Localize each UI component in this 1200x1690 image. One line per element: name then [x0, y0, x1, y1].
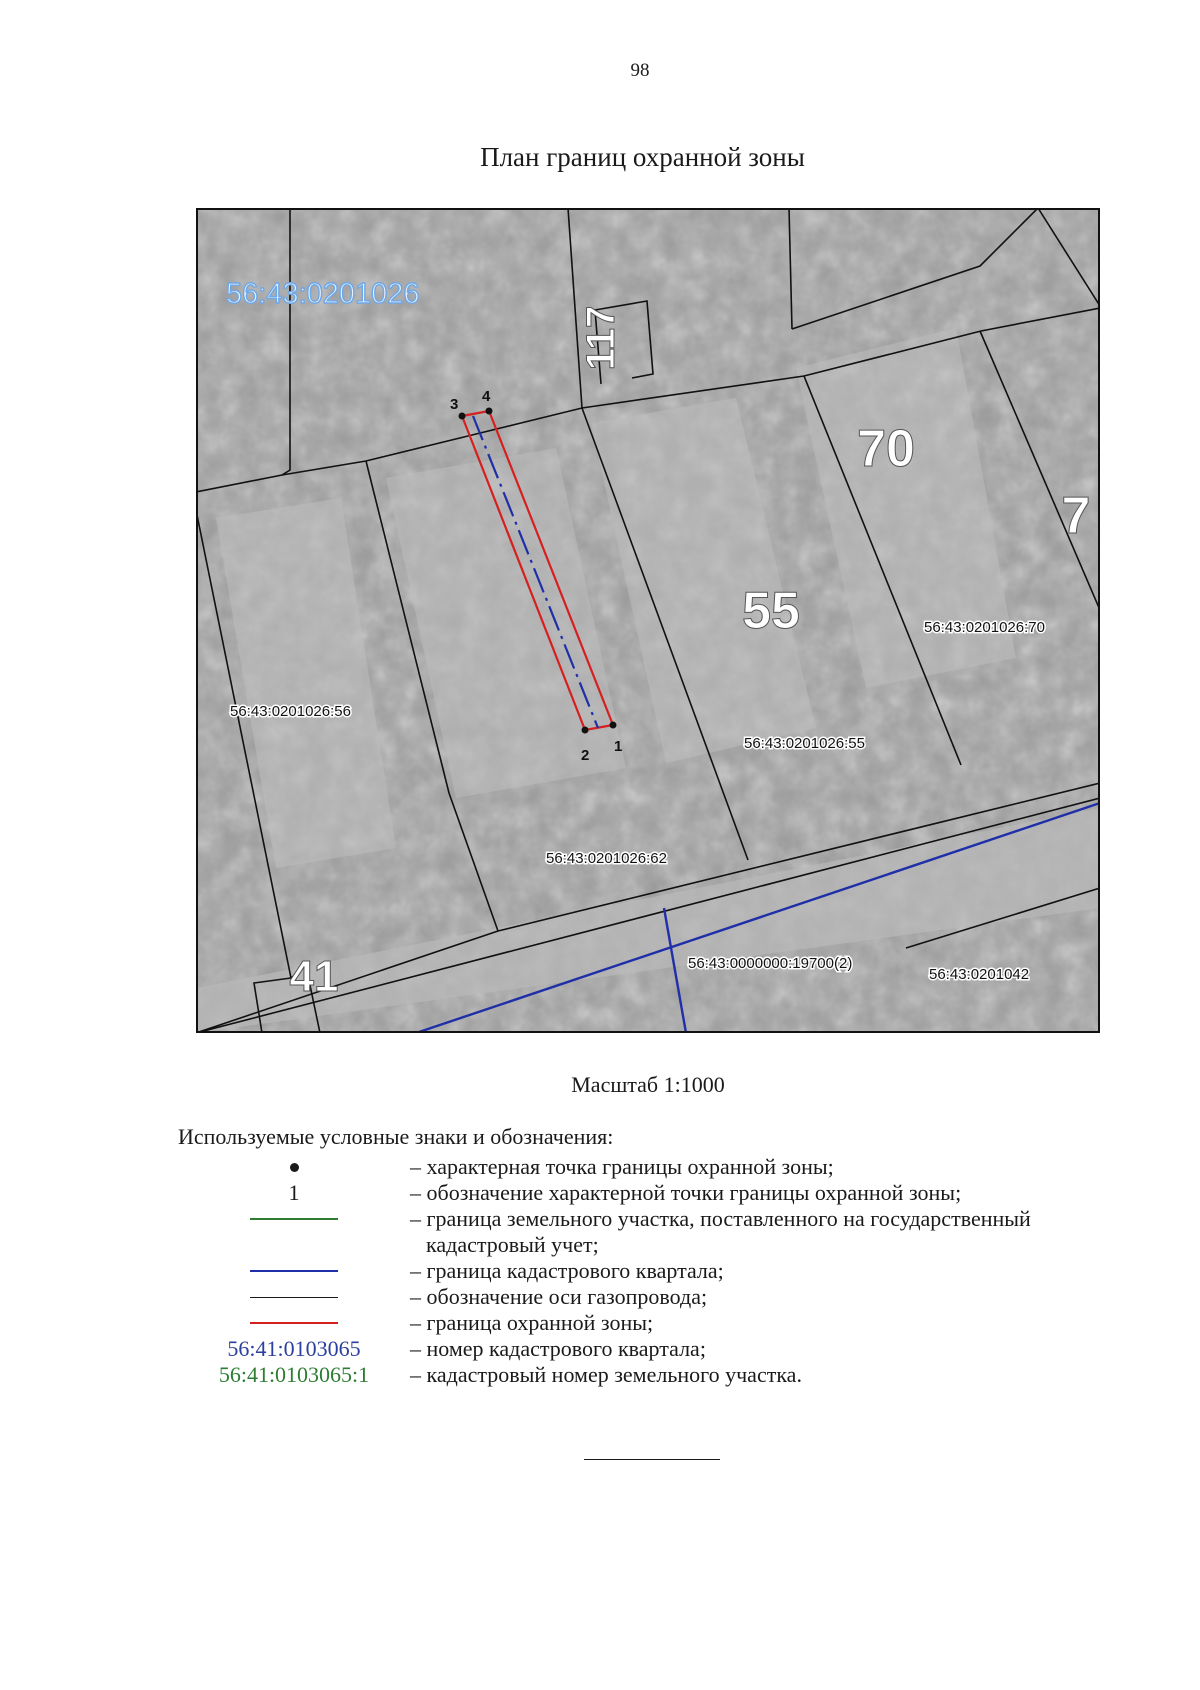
legend-symbol-text: 56:41:0103065 [227, 1336, 361, 1361]
legend-text: – характерная точка границы охранной зоны; [410, 1154, 834, 1179]
legend-text: – граница охранной зоны; [410, 1310, 654, 1335]
building-number-7: 7 [1061, 487, 1091, 545]
parcel-label-55: 56:43:0201026:55 [744, 735, 865, 752]
legend-symbol-text: 1 [288, 1180, 300, 1205]
point-label-4: 4 [482, 388, 491, 405]
parcel-label-19700: 56:43:0000000:19700(2) [688, 955, 853, 972]
legend-row-quarter-number [178, 1336, 1138, 1362]
legend-row-quarter-boundary [178, 1258, 1138, 1284]
parcel-label-62: 56:43:0201026:62 [546, 850, 667, 867]
legend-text: – номер кадастрового квартала; [410, 1336, 706, 1361]
point-dot-icon [290, 1163, 299, 1172]
legend-title: Используемые условные знаки и обозначения: [178, 1124, 614, 1149]
legend-row-point-label [178, 1180, 1138, 1206]
point-label-3: 3 [450, 396, 459, 413]
red-line-icon [250, 1322, 338, 1324]
legend-text: – обозначение характерной точки границы охранной зоны; [410, 1180, 962, 1205]
black-line-icon [250, 1297, 338, 1298]
legend-row-parcel-boundary [178, 1206, 1138, 1258]
point-4 [486, 408, 493, 415]
legend-row-point [178, 1154, 1138, 1180]
point-label-2: 2 [581, 747, 590, 764]
legend-text: – граница кадастрового квартала; [410, 1258, 724, 1283]
end-rule [584, 1459, 720, 1460]
point-2 [582, 727, 589, 734]
building-number-117: 117 [579, 305, 623, 371]
page-title: План границ охранной зоны [480, 142, 805, 172]
quarter-number-label: 56:43:0201026 [226, 278, 420, 310]
legend-row-parcel-number [178, 1362, 1138, 1388]
parcel-label-56: 56:43:0201026:56 [230, 703, 351, 720]
green-line-icon [250, 1218, 338, 1220]
building-number-55: 55 [742, 582, 800, 640]
legend-text: – обозначение оси газопровода; [410, 1284, 708, 1309]
point-3 [459, 413, 466, 420]
legend-text-line-2: кадастровый учет; [426, 1232, 599, 1257]
legend-text: – кадастровый номер земельного участка. [410, 1362, 802, 1387]
legend-row-pipeline-axis [178, 1284, 1138, 1310]
building-number-41: 41 [289, 952, 339, 1001]
blue-line-icon [250, 1270, 338, 1272]
parcel-label-70: 56:43:0201026:70 [924, 619, 1045, 636]
building-number-70: 70 [857, 420, 915, 478]
page-number: 98 [630, 60, 650, 81]
quarter-label-0201042: 56:43:0201042 [929, 966, 1030, 983]
boundary-map [196, 208, 1100, 1033]
legend-symbol-text: 56:41:0103065:1 [218, 1362, 370, 1387]
point-1 [610, 722, 617, 729]
legend-text-line-1: – граница земельного участка, поставленного на государственный [410, 1206, 1031, 1231]
legend-text [410, 1206, 1138, 1258]
point-label-1: 1 [614, 738, 623, 755]
legend-row-security-zone [178, 1310, 1138, 1336]
legend [178, 1154, 1138, 1388]
map-scale: Масштаб 1:1000 [571, 1072, 725, 1097]
